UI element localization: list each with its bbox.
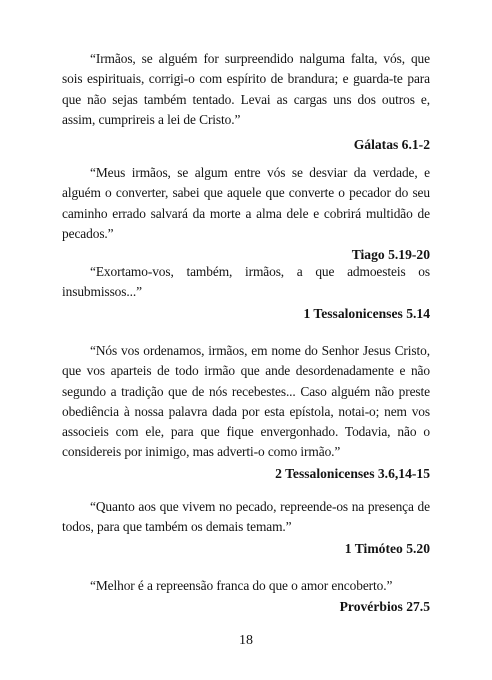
quote-1-tessalonicenses <box>62 262 430 324</box>
quote-reference: Gálatas 6.1-2 <box>353 137 430 153</box>
page-number: 18 <box>239 633 253 648</box>
quote-2-tessalonicenses <box>62 341 430 484</box>
quote-reference: Tiago 5.19-20 <box>351 247 430 263</box>
quote-reference: 1 Timóteo 5.20 <box>344 540 430 556</box>
quote-reference: 2 Tessalonicenses 3.6,14-15 <box>275 465 430 481</box>
quote-text: “Irmãos, se alguém for surpreendido nalguma falta, vós, que sois espirituais, corrigi-o com espírito de brandura; e guarda-te para que não sejas também tentado. Levai as cargas uns dos outros e, assim, cumprireis a lei de Cristo.” <box>62 51 430 127</box>
quote-galatas <box>62 49 430 155</box>
quote-text: “Melhor é a repreensão franca do que o amor encoberto.” <box>90 578 393 593</box>
quote-text: “Exortamo-vos, também, irmãos, a que admoesteis os insubmissos...” <box>62 264 430 300</box>
quote-text: “Quanto aos que vivem no pecado, repreende-os na presença de todos, para que também os demais temam.” <box>62 499 430 535</box>
quote-proverbios <box>62 576 430 617</box>
book-page <box>62 0 430 680</box>
quote-reference: Provérbios 27.5 <box>339 599 430 615</box>
quote-text: “Meus irmãos, se algum entre vós se desviar da verdade, e alguém o converter, sabei que aquele que converte o pecador do seu caminho errado salvará da morte a alma dele e cobrirá multidão de pecados.” <box>62 165 430 241</box>
quote-text: “Nós vos ordenamos, irmãos, em nome do Senhor Jesus Cristo, que vos aparteis de todo irmão que ande desordenadamente e não segundo a tradição que de nós recebestes... Caso alguém não preste obediência à nossa palavra dada por esta epístola, notai-o; nem vos associeis com ele, para que fique envergonhado. Todavia, não o considereis por inimigo, mas adverti-o como irmão.” <box>62 343 430 460</box>
quote-1-timoteo <box>62 497 430 559</box>
quote-reference: 1 Tessalonicenses 5.14 <box>303 305 430 321</box>
quote-tiago <box>62 163 430 265</box>
